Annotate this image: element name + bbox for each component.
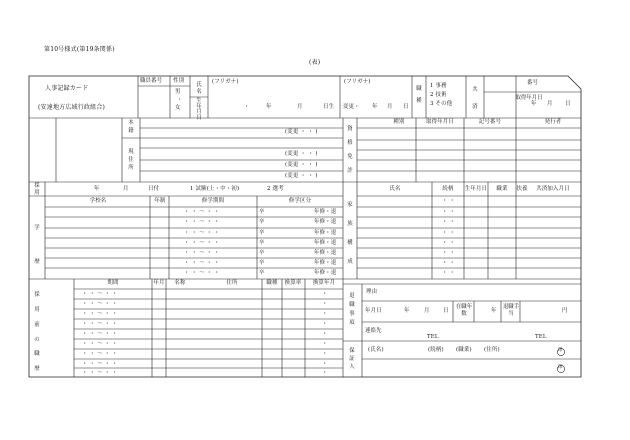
school-period: ・ ・ ～ ・ ・ [184,270,220,276]
work-period: ・ ・ ～ ・ ・ [82,351,118,357]
name-label: 氏名 [196,82,202,95]
change-label: 変更・ [343,104,360,110]
school-period: ・ ・ ～ ・ ・ [184,219,220,225]
retire-date: 年月日 [365,308,382,314]
work-period: ・ ・ ～ ・ ・ [82,331,118,337]
genjusho-label: 現住所 [128,149,134,172]
work-col-conv: 換算年月 [312,280,336,286]
address-change-3: (変更 ・ ・ ) [285,162,318,168]
family-dots: ・ ・ [442,198,456,204]
school-label: 学歴 [34,225,40,265]
gender-label: 性別 [173,78,185,84]
shokushu-1: 1 事務 [430,83,447,89]
retire-tel-2: TEL [535,334,547,340]
school-col-years: 年制 [154,198,166,204]
staff-no-label: 職員番号 [140,78,163,84]
shokushu-label: 職種 [416,86,422,104]
work-col-name: 名称 [174,280,186,286]
retire-year: 年 [404,308,410,314]
school-sotsu: 卒 [259,260,265,266]
family-dots: ・ ・ [442,240,456,246]
school-period: ・ ・ ～ ・ ・ [184,250,220,256]
work-dot: ・ [322,321,328,327]
school-status: 年修・退 [314,219,337,225]
retire-month: 月 [424,308,430,314]
work-period: ・ ・ ～ ・ ・ [82,311,118,317]
gender-dot: ・ [177,97,183,103]
school-period: ・ ・ ～ ・ ・ [184,209,220,215]
retire-pay: 退職手当 [502,304,520,318]
family-label: 家族構成 [347,202,353,265]
family-col-name: 氏名 [389,186,401,192]
retire-tel-1: TEL [427,334,439,340]
address-change-1: (変更 ・ ・ ) [285,129,318,135]
work-dot: ・ [322,311,328,317]
retire-contact: 連絡先 [365,328,382,334]
family-dots: ・ ・ [442,230,456,236]
retire-label: 退職事項 [349,293,355,326]
family-col-birth: 生年月日 [464,186,488,192]
address-change-2: (変更 ・ ・ ) [285,151,318,157]
kyosai-number: 番号 [527,80,539,86]
card-title: 人事記録カード [45,85,89,92]
shokushu-3: 3 その他 [430,101,453,107]
school-sotsu: 卒 [259,250,265,256]
school-sotsu: 卒 [259,240,265,246]
family-col-kyosai: 共済加入月日 [536,186,570,192]
birth-year: 年 [266,104,272,110]
school-sotsu: 卒 [259,209,265,215]
license-label: 資格免許 [347,126,353,175]
license-col-type: 種別 [393,119,405,125]
birth-dot: ・ [244,104,250,110]
license-col-date: 取得年月日 [426,119,454,125]
school-sotsu: 卒 [259,219,265,225]
gender-male: 男 [175,89,181,95]
seal-label-1: 印 [558,348,563,353]
family-col-support: 扶養 [516,186,528,192]
license-col-number: 記号番号 [478,119,502,125]
hire-month: 月 [123,186,129,192]
hire-label: 採用 [34,183,40,196]
guarantor-relation: (続柄) [428,347,444,353]
shutoku-month: 月 [547,101,553,107]
school-period: ・ ・ ～ ・ ・ [184,240,220,246]
shokushu-2: 2 技術 [430,92,447,98]
work-dot: ・ [322,351,328,357]
school-sotsu: 卒 [259,270,265,276]
work-col-rate: 換算率 [284,280,302,286]
family-col-relation: 続柄 [442,186,454,192]
work-period: ・ ・ ～ ・ ・ [82,361,118,367]
school-col-status: 修学区分 [288,198,312,204]
family-dots: ・ ・ [442,270,456,276]
seal-label-2: 印 [558,365,563,370]
birth-day: 日生 [323,104,335,110]
shutoku-day: 日 [565,101,571,107]
gender-female: 女 [175,105,181,111]
family-dots: ・ ・ [442,209,456,215]
change-month: 月 [387,104,393,110]
org-name: (安達地方広域行政組合) [38,104,106,111]
retire-reason: 理由 [366,289,378,295]
school-col-name: 学校名 [89,198,107,204]
school-status: 年修・退 [314,270,337,276]
school-status: 年修・退 [314,250,337,256]
retire-day: 日 [443,308,449,314]
birth-label: 生年月日 [196,98,202,122]
furigana-label-2: (フリガナ) [344,79,371,85]
work-dot: ・ [322,361,328,367]
work-col-job: 職種 [266,280,278,286]
work-dot: ・ [322,331,328,337]
hire-select: 2 選考 [267,186,284,192]
change-year: 年 [372,104,378,110]
family-dots: ・ ・ [442,260,456,266]
license-col-issuer: 発行者 [544,119,562,125]
work-period: ・ ・ ～ ・ ・ [82,370,118,376]
work-col-period: 期間 [107,280,119,286]
school-status: 年修・退 [314,209,337,215]
school-period: ・ ・ ～ ・ ・ [184,260,220,266]
retire-tenure-year: 年 [491,308,497,314]
guarantor-address: (住所) [484,347,500,353]
work-dot: ・ [322,341,328,347]
work-period: ・ ・ ～ ・ ・ [82,291,118,297]
birth-month: 月 [297,104,303,110]
kyosai-label: 共済 [472,87,478,111]
address-change-4: (変更 ・ ・ ) [285,173,318,179]
hire-year: 年 [94,186,100,192]
furigana-label: (フリガナ) [212,79,239,85]
school-sotsu: 卒 [259,230,265,236]
hire-day: 日付 [148,186,160,192]
family-dots: ・ ・ [442,219,456,225]
family-col-job: 職業 [496,186,508,192]
shutoku-label: 取得年月日 [515,95,543,101]
school-status: 年修・退 [314,260,337,266]
school-col-period: 修学期間 [201,198,225,204]
honseki-label: 本籍 [128,120,134,135]
work-col-address: 住所 [226,280,238,286]
guarantor-label: 保証人 [349,348,355,371]
work-period: ・ ・ ～ ・ ・ [82,301,118,307]
retire-tenure: 在職年数 [455,304,473,318]
hire-exam: 1 試験(上・中・初) [190,186,240,192]
shutoku-year: 年 [531,101,537,107]
work-label: 採用前の職歴 [34,292,40,373]
guarantor-name: (氏名) [368,347,384,353]
form-number: 第10号様式(第19条関係) [44,46,115,53]
work-period: ・ ・ ～ ・ ・ [82,341,118,347]
work-dot: ・ [322,370,328,376]
work-dot: ・ [322,291,328,297]
school-period: ・ ・ ～ ・ ・ [184,230,220,236]
side-label: (表) [309,59,321,66]
work-col-ym: 年月 [153,280,165,286]
change-day: 日 [403,104,409,110]
retire-yen: 円 [562,308,568,314]
school-status: 年修・退 [314,240,337,246]
school-status: 年修・退 [314,230,337,236]
guarantor-job: (職業) [456,347,472,353]
work-dot: ・ [322,301,328,307]
family-dots: ・ ・ [442,250,456,256]
work-period: ・ ・ ～ ・ ・ [82,321,118,327]
